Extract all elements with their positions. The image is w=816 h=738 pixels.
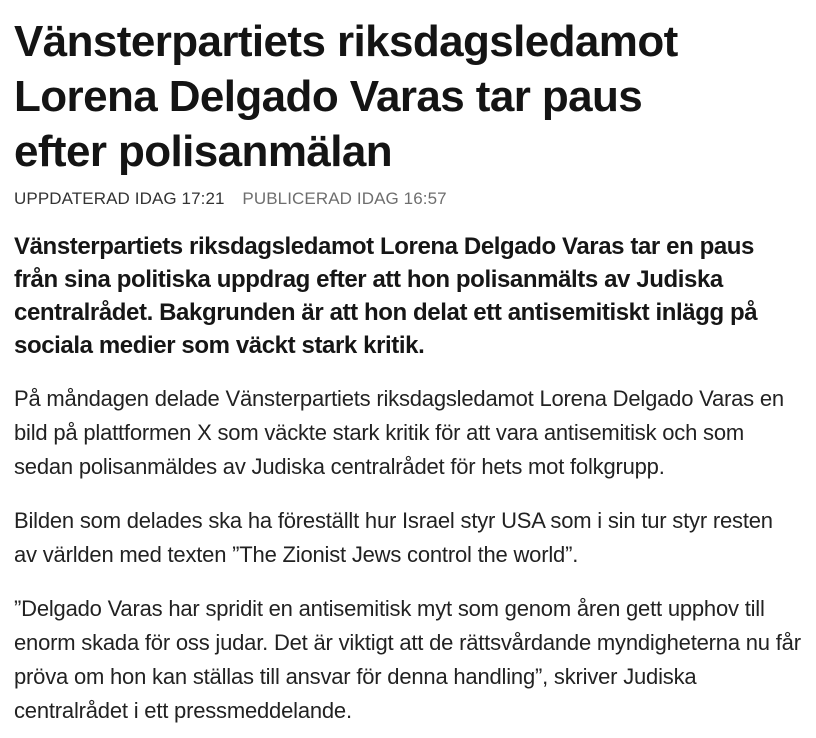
headline-line-1: Vänsterpartiets riksdagsledamot: [14, 17, 678, 66]
body-paragraph-3: ”Delgado Varas har spridit en antisemitisk myt som genom åren gett upphov till enorm skada för oss judar. Det är viktigt att de rättsvårdande myndigheterna nu får pröva om hon kan ställas till ansvar för denna handling”, skriver Judiska centralrådet i ett pressmeddelande.: [14, 596, 801, 723]
article-meta: [14, 189, 801, 209]
news-article: [0, 14, 816, 728]
lead-paragraph: Vänsterpartiets riksdagsledamot Lorena Delgado Varas tar en paus från sina politiska uppdrag efter att hon polisanmälts av Judiska centralrådet. Bakgrunden är att hon delat ett antisemitiskt inlägg på sociala medier som väckt stark kritik.: [14, 233, 758, 359]
updated-timestamp: UPPDATERAD IDAG 17:21: [14, 189, 225, 208]
published-timestamp: PUBLICERAD IDAG 16:57: [242, 189, 447, 208]
headline-line-2: Lorena Delgado Varas tar paus: [14, 72, 643, 121]
headline-line-3: efter polisanmälan: [14, 127, 392, 176]
body-paragraph-2: Bilden som delades ska ha föreställt hur Israel styr USA som i sin tur styr resten av världen med texten ”The Zionist Jews control the world”.: [14, 508, 773, 567]
page-title: [14, 14, 801, 179]
body-paragraph-1: På måndagen delade Vänsterpartiets riksdagsledamot Lorena Delgado Varas en bild på plattformen X som väckte stark kritik för att vara antisemitisk och som sedan polisanmäldes av Judiska centralrådet för hets mot folkgrupp.: [14, 386, 784, 479]
